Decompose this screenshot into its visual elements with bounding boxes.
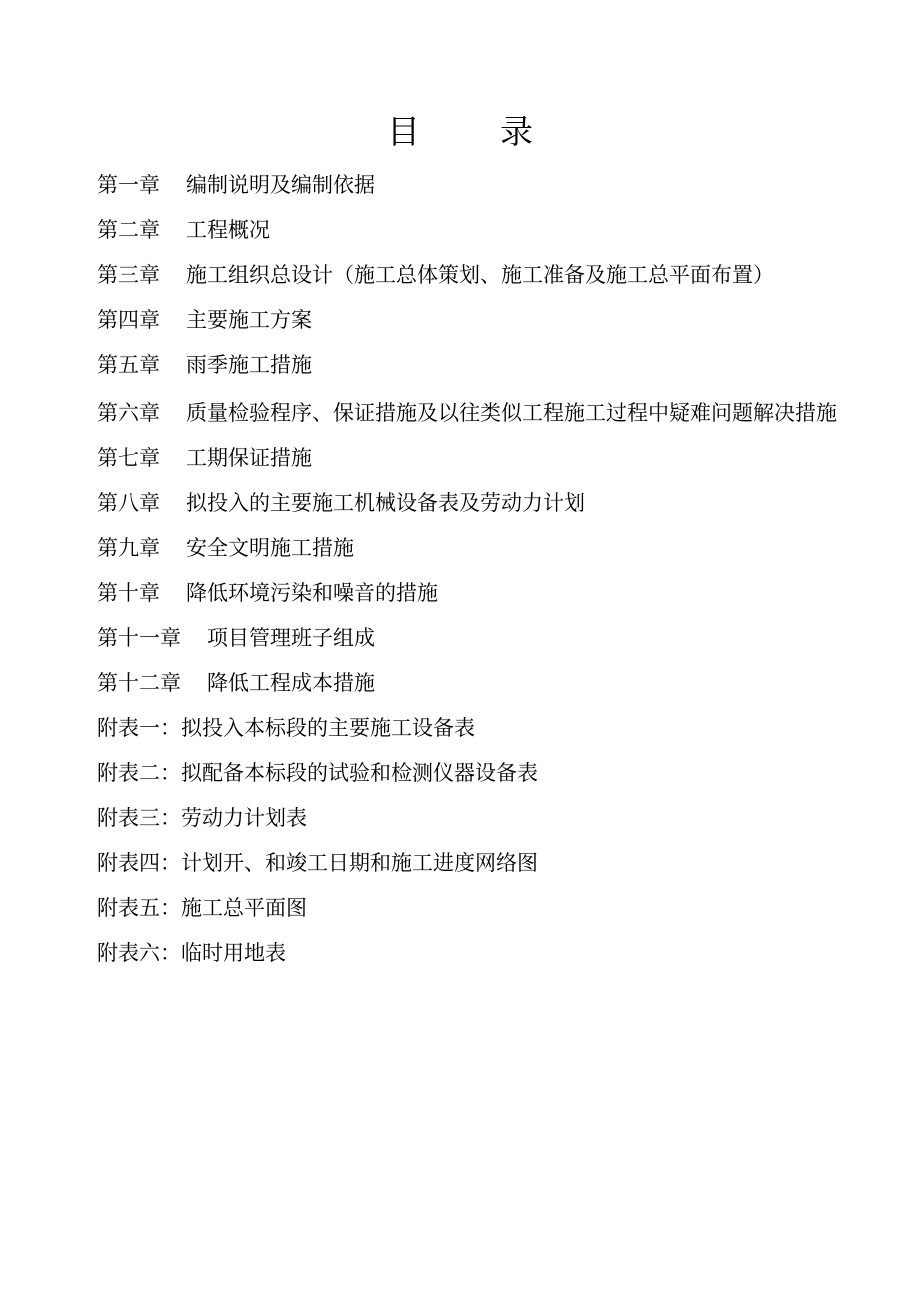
toc-item[interactable] xyxy=(97,938,837,969)
toc-item[interactable] xyxy=(97,260,837,291)
toc-item-label: 第一章 xyxy=(97,173,160,197)
toc-item-label: 附表五： xyxy=(97,896,181,920)
toc-item[interactable] xyxy=(97,803,837,834)
toc-item-text: 编制说明及编制依据 xyxy=(186,173,375,197)
toc-item-text: 施工组织总设计（施工总体策划、施工准备及施工总平面布置） xyxy=(186,263,774,287)
toc-item[interactable] xyxy=(97,758,837,789)
toc-item-text: 拟投入本标段的主要施工设备表 xyxy=(181,716,475,740)
toc-item[interactable] xyxy=(97,578,837,609)
toc-item-label: 第十一章 xyxy=(97,626,181,650)
toc-item[interactable] xyxy=(97,395,837,431)
toc-item-label: 附表三： xyxy=(97,806,181,830)
toc-item[interactable] xyxy=(97,488,837,519)
toc-item[interactable] xyxy=(97,215,837,246)
toc-item-label: 第五章 xyxy=(97,353,160,377)
toc-item-text: 降低工程成本措施 xyxy=(207,671,375,695)
toc-item-label: 第四章 xyxy=(97,308,160,332)
toc-item-text: 工程概况 xyxy=(186,218,270,242)
table-of-contents xyxy=(97,170,837,983)
toc-item[interactable] xyxy=(97,305,837,336)
toc-item-label: 第十章 xyxy=(97,581,160,605)
toc-item[interactable] xyxy=(97,668,837,699)
toc-item-label: 第六章 xyxy=(97,401,160,425)
toc-item-text: 工期保证措施 xyxy=(186,446,312,470)
toc-item-label: 附表六： xyxy=(97,941,181,965)
page-title xyxy=(0,112,920,152)
toc-item-text: 计划开、和竣工日期和施工进度网络图 xyxy=(181,851,538,875)
toc-item[interactable] xyxy=(97,848,837,879)
toc-item-label: 第十二章 xyxy=(97,671,181,695)
toc-item-label: 第三章 xyxy=(97,263,160,287)
toc-item-text: 施工总平面图 xyxy=(181,896,307,920)
toc-item-text: 拟投入的主要施工机械设备表及劳动力计划 xyxy=(186,491,585,515)
toc-item-text: 雨季施工措施 xyxy=(186,353,312,377)
toc-item-text: 质量检验程序、保证措施及以往类似工程施工过程中疑难问题解决措施 xyxy=(186,401,837,425)
toc-item-text: 安全文明施工措施 xyxy=(186,536,354,560)
title-char-2: 录 xyxy=(500,112,533,151)
toc-item[interactable] xyxy=(97,170,837,201)
toc-item[interactable] xyxy=(97,533,837,564)
toc-item-text: 主要施工方案 xyxy=(186,308,312,332)
toc-item-label: 附表二： xyxy=(97,761,181,785)
toc-item[interactable] xyxy=(97,350,837,381)
toc-item-text: 项目管理班子组成 xyxy=(207,626,375,650)
toc-item-text: 临时用地表 xyxy=(181,941,286,965)
toc-item-label: 第七章 xyxy=(97,446,160,470)
toc-item-text: 降低环境污染和噪音的措施 xyxy=(186,581,438,605)
toc-item[interactable] xyxy=(97,893,837,924)
toc-item-text: 拟配备本标段的试验和检测仪器设备表 xyxy=(181,761,538,785)
title-char-1: 目 xyxy=(387,112,420,151)
toc-item[interactable] xyxy=(97,443,837,474)
toc-item[interactable] xyxy=(97,713,837,744)
toc-item-label: 第八章 xyxy=(97,491,160,515)
toc-item-label: 附表四： xyxy=(97,851,181,875)
toc-item-label: 第九章 xyxy=(97,536,160,560)
toc-item-text: 劳动力计划表 xyxy=(181,806,307,830)
toc-item-label: 附表一： xyxy=(97,716,181,740)
toc-item[interactable] xyxy=(97,623,837,654)
toc-item-label: 第二章 xyxy=(97,218,160,242)
